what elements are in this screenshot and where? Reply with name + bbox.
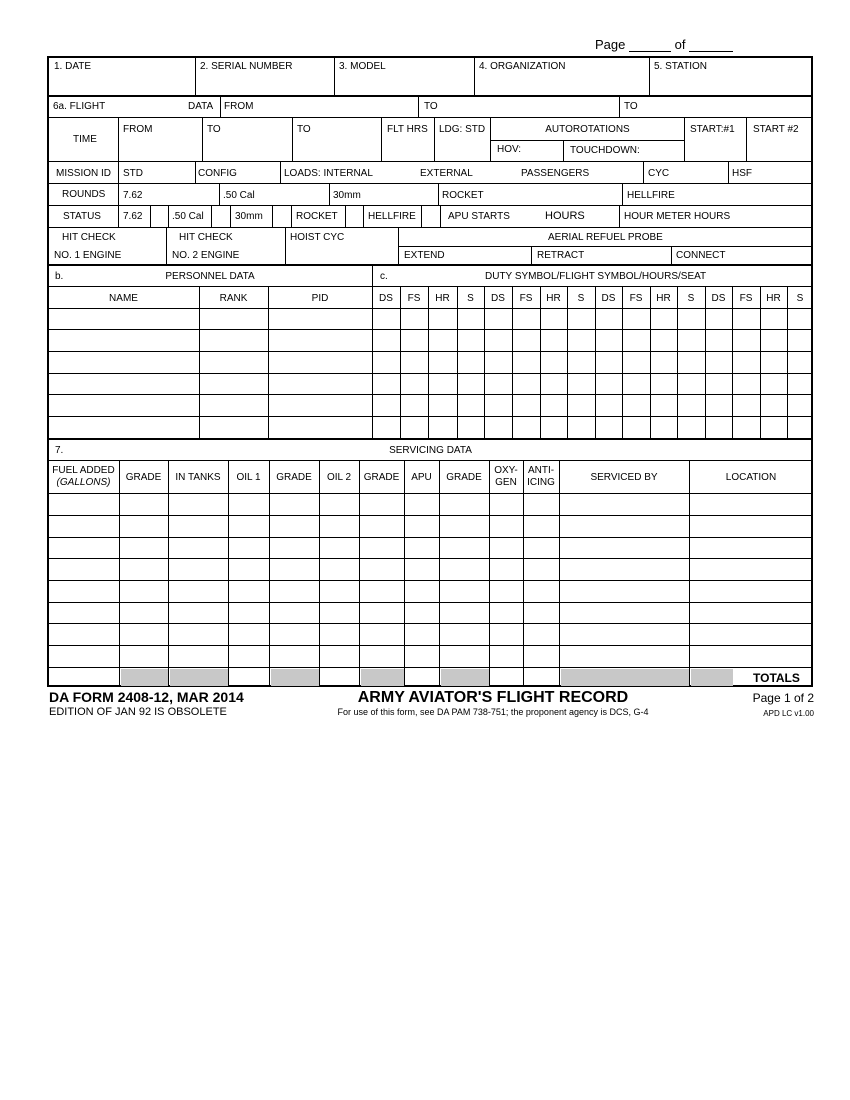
in-tanks-header: IN TANKS xyxy=(175,472,221,483)
icing-label: ICING xyxy=(527,477,555,488)
duty-col-header-hr: HR xyxy=(656,293,671,304)
duty-col-header-ds: DS xyxy=(379,293,393,304)
oil-1-header: OIL 1 xyxy=(236,472,261,483)
aerial-refuel-probe-label: AERIAL REFUEL PROBE xyxy=(548,232,663,243)
form-usage-note: For use of this form, see DA PAM 738-751; the proponent agency is DCS, G-4 xyxy=(337,707,649,717)
touchdown-field[interactable]: TOUCHDOWN: xyxy=(570,145,640,156)
organization-field[interactable]: 4. ORGANIZATION xyxy=(479,61,566,72)
gallons-label: (GALLONS) xyxy=(56,477,111,488)
rounds-762-field[interactable]: 7.62 xyxy=(123,190,143,201)
rank-column-header: RANK xyxy=(219,293,248,304)
status-rocket-field[interactable]: ROCKET xyxy=(296,211,338,222)
hit-check-1-label: HIT CHECK xyxy=(62,232,116,243)
status-30mm-field[interactable]: 30mm xyxy=(235,211,263,222)
servicing-data-title: SERVICING DATA xyxy=(389,445,472,456)
probe-retract-field[interactable]: RETRACT xyxy=(537,250,585,261)
duty-col-header-s: S xyxy=(577,293,585,304)
loads-internal-field[interactable]: LOADS: INTERNAL xyxy=(284,168,373,179)
totals-shade-location xyxy=(691,669,733,686)
rounds-rocket-field[interactable]: ROCKET xyxy=(442,190,484,201)
duty-col-header-hr: HR xyxy=(435,293,450,304)
duty-symbol-title: DUTY SYMBOL/FLIGHT SYMBOL/HOURS/SEAT xyxy=(485,271,707,282)
of-label: of xyxy=(674,37,686,52)
anti-label: ANTI- xyxy=(527,465,555,476)
duty-col-header-fs: FS xyxy=(739,293,753,304)
edition-note: EDITION OF JAN 92 IS OBSOLETE xyxy=(49,706,227,718)
fuel-added-header xyxy=(48,465,119,489)
hover-field[interactable]: HOV: xyxy=(497,144,522,155)
form-number: DA FORM 2408-12, MAR 2014 xyxy=(49,689,244,705)
oil-2-grade-header: GRADE xyxy=(363,472,400,483)
model-field[interactable]: 3. MODEL xyxy=(339,61,386,72)
totals-shade-oil2-grade xyxy=(361,669,404,686)
flight-to-field-2[interactable]: TO xyxy=(624,101,638,112)
totals-shade-apu-grade xyxy=(441,669,489,686)
flight-hours-field[interactable]: FLT HRS xyxy=(387,124,428,135)
start-2-field[interactable]: START #2 xyxy=(753,124,799,135)
oxygen-header xyxy=(489,465,523,489)
duty-col-header-fs: FS xyxy=(629,293,643,304)
hours-field[interactable]: HOURS xyxy=(545,210,585,222)
section-7-marker: 7. xyxy=(55,445,64,456)
fuel-grade-header: GRADE xyxy=(125,472,162,483)
duty-col-header-hr: HR xyxy=(766,293,781,304)
flight-data-label: 6a. FLIGHT xyxy=(53,101,106,112)
mission-std-field[interactable]: STD xyxy=(123,168,143,179)
cyc-field[interactable]: CYC xyxy=(648,168,670,179)
anti-icing-header xyxy=(523,465,559,489)
pid-column-header: PID xyxy=(311,293,329,304)
page-label: Page xyxy=(595,37,626,52)
rounds-30mm-field[interactable]: 30mm xyxy=(333,190,361,201)
section-b-marker: b. xyxy=(55,271,64,282)
duty-col-header-hr: HR xyxy=(546,293,561,304)
section-c-marker: c. xyxy=(380,271,388,282)
duty-col-header-ds: DS xyxy=(601,293,616,304)
duty-col-header-ds: DS xyxy=(711,293,726,304)
location-header: LOCATION xyxy=(725,472,777,483)
probe-extend-field[interactable]: EXTEND xyxy=(404,250,445,261)
fuel-added-label: FUEL ADDED xyxy=(52,465,115,476)
gen-label: GEN xyxy=(495,477,517,488)
date-field[interactable]: 1. DATE xyxy=(54,61,92,72)
landing-std-field[interactable]: LDG: STD xyxy=(439,124,486,135)
duty-col-header-ds: DS xyxy=(491,293,505,304)
time-label: TIME xyxy=(73,134,97,145)
totals-label: TOTALS xyxy=(753,671,800,685)
time-to-field-1[interactable]: TO xyxy=(207,124,221,135)
form-title: ARMY AVIATOR'S FLIGHT RECORD xyxy=(357,689,629,706)
status-label: STATUS xyxy=(63,211,101,222)
totals-shade-oil1-grade xyxy=(271,669,319,686)
totals-shade-serviced-by xyxy=(561,669,689,686)
totals-shade-fuel-grade xyxy=(121,669,168,686)
serviced-by-header: SERVICED BY xyxy=(590,472,658,483)
duty-col-header-fs: FS xyxy=(407,293,421,304)
duty-col-header-s: S xyxy=(687,293,695,304)
autorotations-label: AUTOROTATIONS xyxy=(545,124,630,135)
page-indicator: Page 1 of 2 xyxy=(752,691,814,705)
time-to-field-2[interactable]: TO xyxy=(297,124,311,135)
mission-id-label: MISSION ID xyxy=(56,168,112,179)
loads-external-field[interactable]: EXTERNAL xyxy=(420,168,473,179)
apu-header: APU xyxy=(411,472,432,483)
oil-2-header: OIL 2 xyxy=(326,472,352,483)
flight-from-field[interactable]: FROM xyxy=(224,101,254,112)
apu-starts-field[interactable]: APU STARTS xyxy=(448,211,510,222)
status-hellfire-field[interactable]: HELLFIRE xyxy=(368,211,416,222)
name-column-header: NAME xyxy=(109,293,138,304)
time-from-field[interactable]: FROM xyxy=(123,124,153,135)
oil-1-grade-header: GRADE xyxy=(276,472,312,483)
duty-col-header-s: S xyxy=(467,293,474,304)
status-50cal-field[interactable]: .50 Cal xyxy=(172,211,204,222)
rounds-hellfire-field[interactable]: HELLFIRE xyxy=(627,190,675,201)
hoist-cyc-field[interactable]: HOIST CYC xyxy=(290,232,345,243)
probe-connect-field[interactable]: CONNECT xyxy=(676,250,726,261)
engine-1-hit-check-field[interactable]: NO. 1 ENGINE xyxy=(54,250,122,261)
start-1-field[interactable]: START:#1 xyxy=(690,124,735,135)
flight-to-field-1[interactable]: TO xyxy=(424,101,438,112)
form-frame xyxy=(47,56,813,687)
page-number-field[interactable] xyxy=(595,37,733,52)
config-field[interactable]: CONFIG xyxy=(198,168,237,179)
hsf-field[interactable]: HSF xyxy=(732,168,752,179)
hit-check-2-label: HIT CHECK xyxy=(179,232,233,243)
apu-grade-header: GRADE xyxy=(446,472,482,483)
rounds-50cal-field[interactable]: .50 Cal xyxy=(223,190,255,201)
station-field[interactable]: 5. STATION xyxy=(654,61,707,72)
totals-shade-in-tanks xyxy=(170,669,228,686)
engine-2-hit-check-field[interactable]: NO. 2 ENGINE xyxy=(172,250,240,261)
personnel-data-title: PERSONNEL DATA xyxy=(165,271,255,282)
data-label: DATA xyxy=(188,101,214,112)
duty-col-header-fs: FS xyxy=(519,293,533,304)
serial-number-field[interactable]: 2. SERIAL NUMBER xyxy=(200,61,293,72)
passengers-field[interactable]: PASSENGERS xyxy=(521,168,590,179)
oxy-label: OXY- xyxy=(494,465,518,476)
status-762-field[interactable]: 7.62 xyxy=(123,211,143,222)
duty-col-header-s: S xyxy=(796,293,804,304)
hour-meter-field[interactable]: HOUR METER HOURS xyxy=(624,211,731,222)
apd-version: APD LC v1.00 xyxy=(763,709,814,718)
rounds-label: ROUNDS xyxy=(62,189,106,200)
